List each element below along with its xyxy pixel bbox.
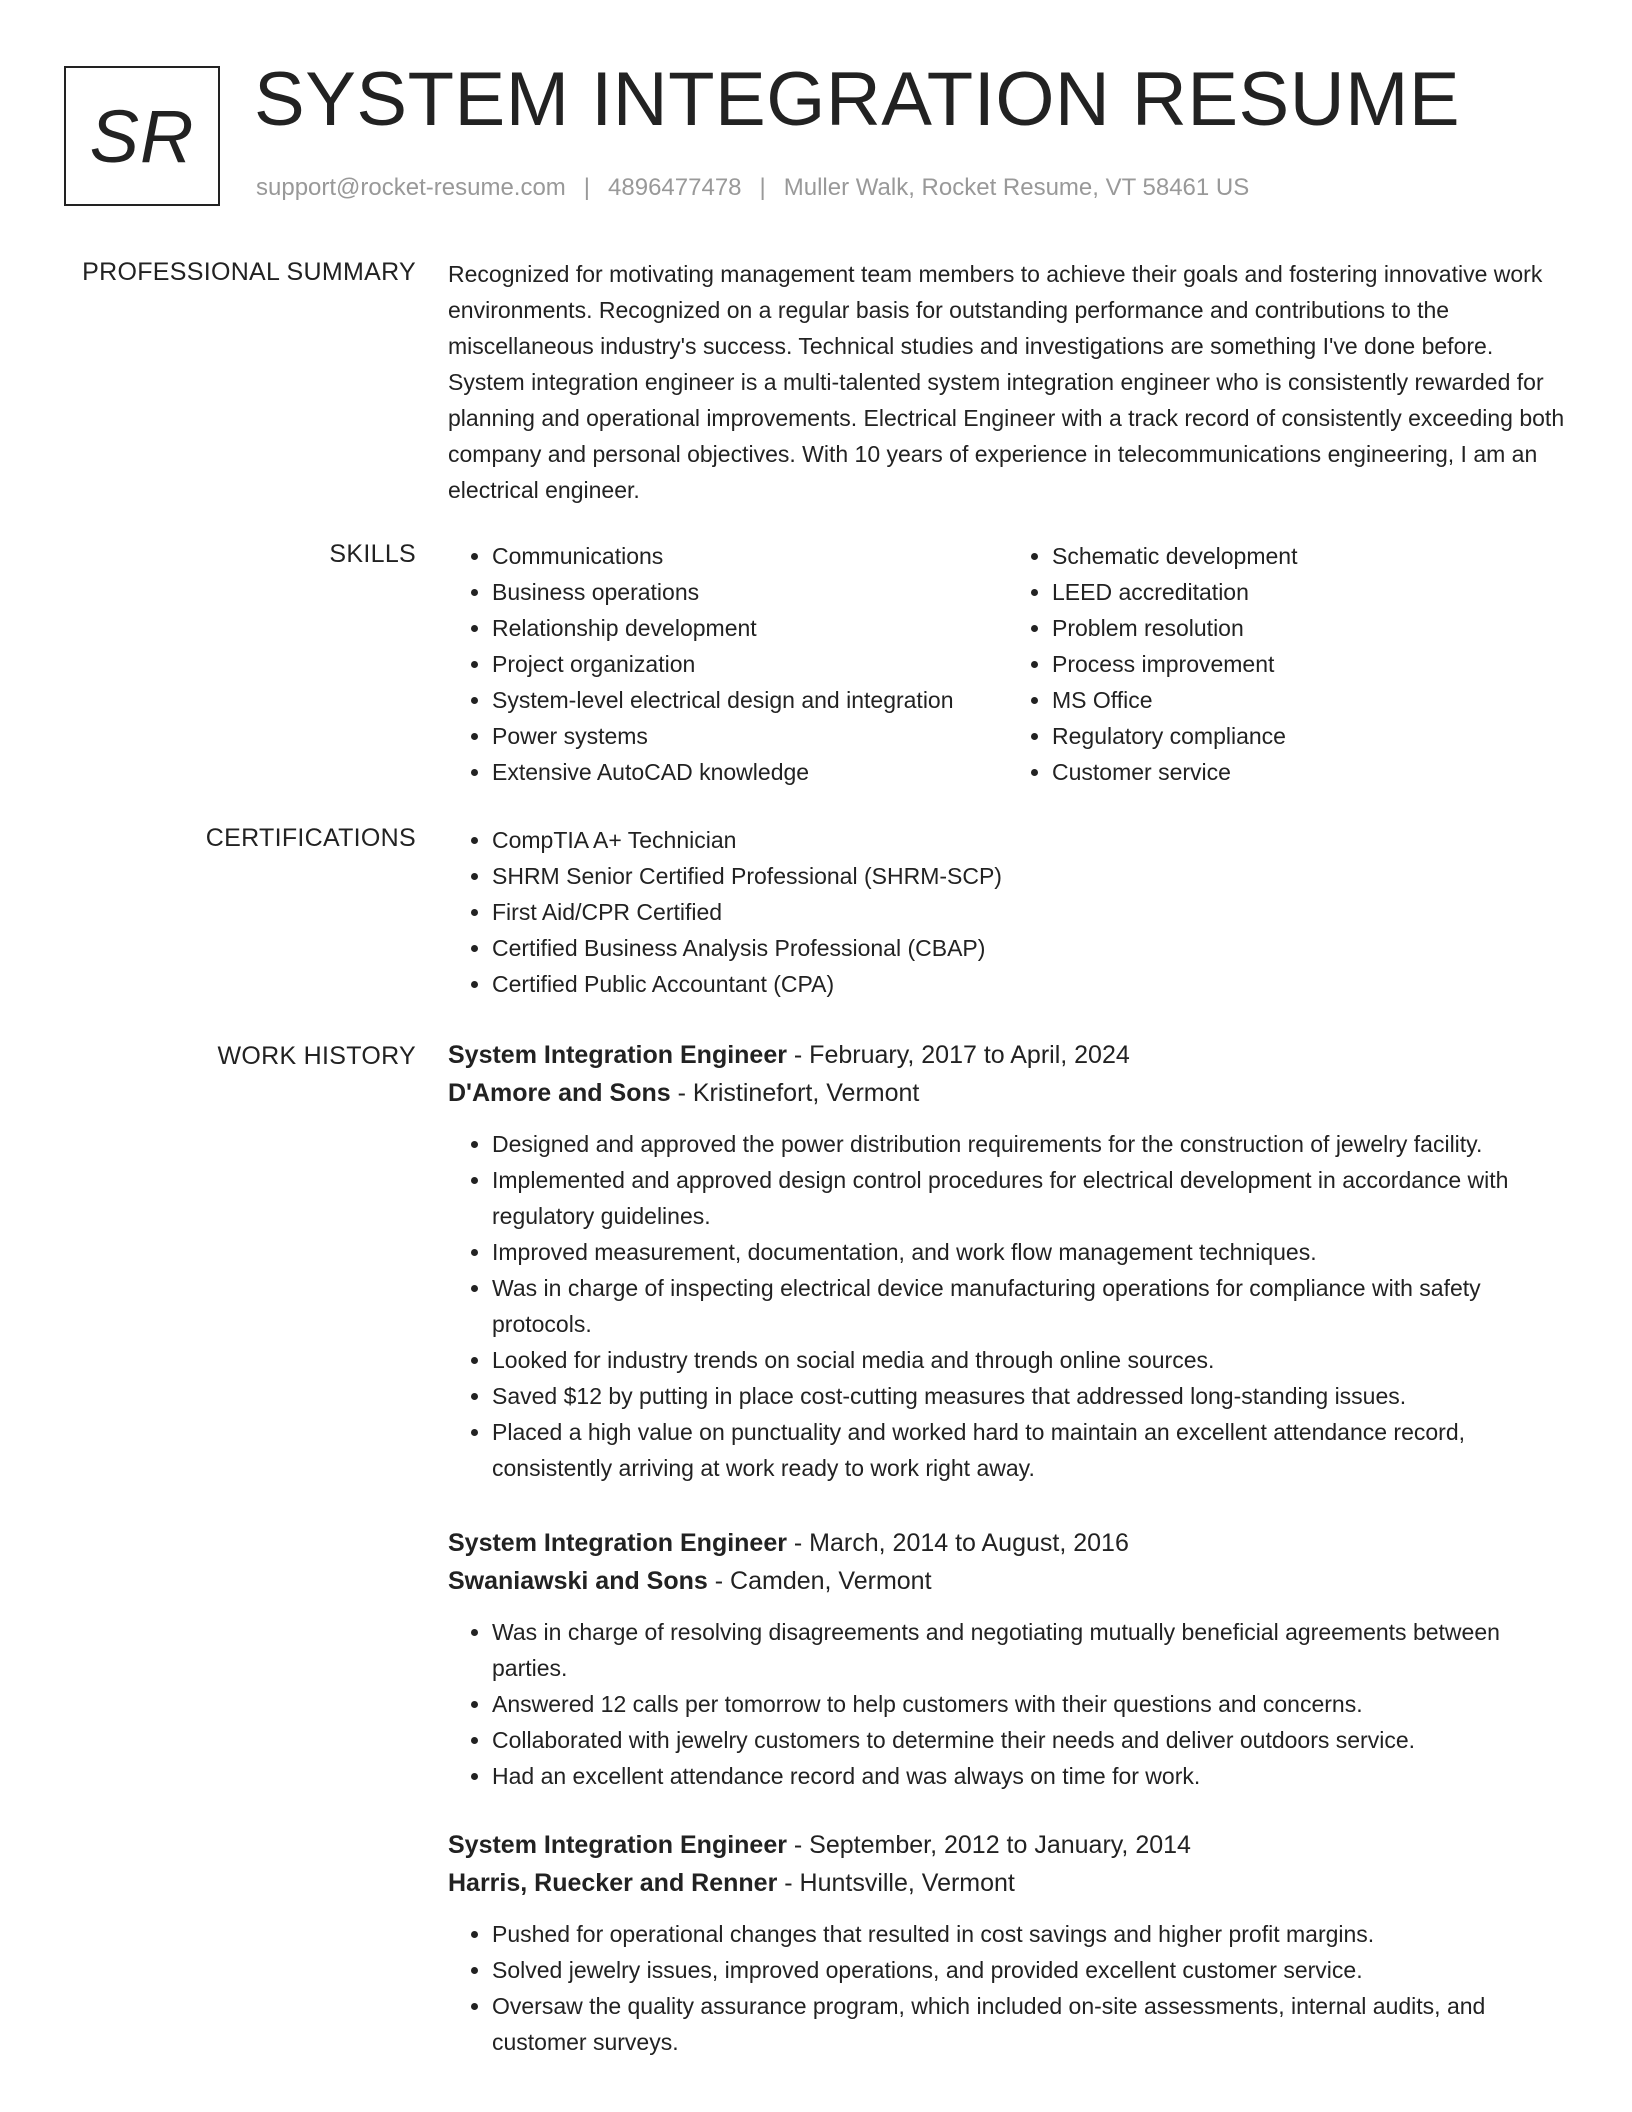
skills-list-left <box>448 538 1008 790</box>
job-title: System Integration Engineer <box>448 1529 787 1557</box>
job-entry <box>448 1036 1568 1486</box>
job-duties-list <box>448 1126 1568 1486</box>
job-duty: • Answered 12 calls per tomorrow to help customers with their questions and concerns. <box>492 1686 1568 1722</box>
job-dates: - February, 2017 to April, 2024 <box>786 1041 1130 1069</box>
skill-item: • LEED accreditation <box>1052 574 1568 610</box>
job-duty: • Improved measurement, documentation, and work flow management techniques. <box>492 1234 1568 1270</box>
skill-item: • Power systems <box>492 718 1008 754</box>
skill-item: • System-level electrical design and integration <box>492 682 1008 718</box>
job-entry <box>448 1826 1568 2060</box>
job-duties-list <box>448 1916 1568 2060</box>
contact-phone: 4896477478 <box>608 174 742 201</box>
monogram-logo: SR <box>64 66 220 206</box>
skill-item: • Problem resolution <box>1052 610 1568 646</box>
job-location: - Camden, Vermont <box>707 1567 932 1595</box>
job-duty: • Placed a high value on punctuality and worked hard to maintain an excellent attendance record, consistently arriving at work ready to work right away. <box>492 1414 1568 1486</box>
skills-heading: SKILLS <box>329 540 416 568</box>
certification-item: • First Aid/CPR Certified <box>492 894 1568 930</box>
certification-item: • SHRM Senior Certified Professional (SHRM-SCP) <box>492 858 1568 894</box>
skills-list-right <box>1008 538 1568 790</box>
certifications-heading: CERTIFICATIONS <box>205 824 416 852</box>
skill-item: • Relationship development <box>492 610 1008 646</box>
summary-text: Recognized for motivating management team members to achieve their goals and fostering innovative work environments. Recognized on a regular basis for outstanding performance and contributions to the miscellaneous industry's success. Technical studies and investigations are something I've done before. System integration engineer is a multi-talented system integration engineer who is consistently rewarded for planning and operational improvements. Electrical Engineer with a track record of consistently exceeding both company and personal objectives. With 10 years of experience in telecommunications engineering, I am an electrical engineer. <box>448 261 1565 503</box>
resume-title: SYSTEM INTEGRATION RESUME <box>254 57 1461 142</box>
job-duty: • Was in charge of resolving disagreements and negotiating mutually beneficial agreements between parties. <box>492 1614 1568 1686</box>
skill-item: • Regulatory compliance <box>1052 718 1568 754</box>
skill-item: • Business operations <box>492 574 1008 610</box>
job-title-line <box>448 1524 1568 1562</box>
job-company-line <box>448 1074 1568 1112</box>
job-duty: • Oversaw the quality assurance program, which included on-site assessments, internal audits, and customer surveys. <box>492 1988 1568 2060</box>
job-dates: - March, 2014 to August, 2016 <box>786 1529 1129 1557</box>
job-company-line <box>448 1562 1568 1600</box>
job-company: Harris, Ruecker and Renner <box>448 1869 778 1897</box>
job-location: - Kristinefort, Vermont <box>670 1079 920 1107</box>
job-title: System Integration Engineer <box>448 1831 787 1859</box>
job-duty: • Looked for industry trends on social media and through online sources. <box>492 1342 1568 1378</box>
job-dates: - September, 2012 to January, 2014 <box>786 1831 1191 1859</box>
job-location: - Huntsville, Vermont <box>777 1869 1015 1897</box>
skill-item: • Schematic development <box>1052 538 1568 574</box>
job-duty: • Pushed for operational changes that resulted in cost savings and higher profit margins. <box>492 1916 1568 1952</box>
contact-line <box>256 174 1249 202</box>
skill-item: • Communications <box>492 538 1008 574</box>
job-title-line <box>448 1036 1568 1074</box>
job-duty: • Solved jewelry issues, improved operations, and provided excellent customer service. <box>492 1952 1568 1988</box>
certifications-list <box>448 822 1568 1002</box>
job-title: System Integration Engineer <box>448 1041 787 1069</box>
contact-address: Muller Walk, Rocket Resume, VT 58461 US <box>783 174 1250 201</box>
skill-item: • MS Office <box>1052 682 1568 718</box>
job-title-line <box>448 1826 1568 1864</box>
contact-email: support@rocket-resume.com <box>256 174 566 201</box>
certification-item: • CompTIA A+ Technician <box>492 822 1568 858</box>
skill-item: • Customer service <box>1052 754 1568 790</box>
work-history-heading: WORK HISTORY <box>217 1042 416 1070</box>
job-duty: • Saved $12 by putting in place cost-cutting measures that addressed long-standing issues. <box>492 1378 1568 1414</box>
skill-item: • Process improvement <box>1052 646 1568 682</box>
certification-item: • Certified Public Accountant (CPA) <box>492 966 1568 1002</box>
job-entry <box>448 1524 1568 1794</box>
contact-separator: | <box>583 174 591 201</box>
job-company: Swaniawski and Sons <box>448 1567 708 1595</box>
contact-separator: | <box>759 174 766 201</box>
job-duty: • Collaborated with jewelry customers to determine their needs and deliver outdoors service. <box>492 1722 1568 1758</box>
job-duty: • Had an excellent attendance record and was always on time for work. <box>492 1758 1568 1794</box>
summary-heading: PROFESSIONAL SUMMARY <box>82 258 416 286</box>
skill-item: • Extensive AutoCAD knowledge <box>492 754 1008 790</box>
job-duty: • Designed and approved the power distribution requirements for the construction of jewelry facility. <box>492 1126 1568 1162</box>
job-duties-list <box>448 1614 1568 1794</box>
job-company: D'Amore and Sons <box>448 1079 671 1107</box>
job-duty: • Implemented and approved design control procedures for electrical development in accordance with regulatory guidelines. <box>492 1162 1568 1234</box>
job-company-line <box>448 1864 1568 1902</box>
certification-item: • Certified Business Analysis Professional (CBAP) <box>492 930 1568 966</box>
job-duty: • Was in charge of inspecting electrical device manufacturing operations for compliance with safety protocols. <box>492 1270 1568 1342</box>
skill-item: • Project organization <box>492 646 1008 682</box>
